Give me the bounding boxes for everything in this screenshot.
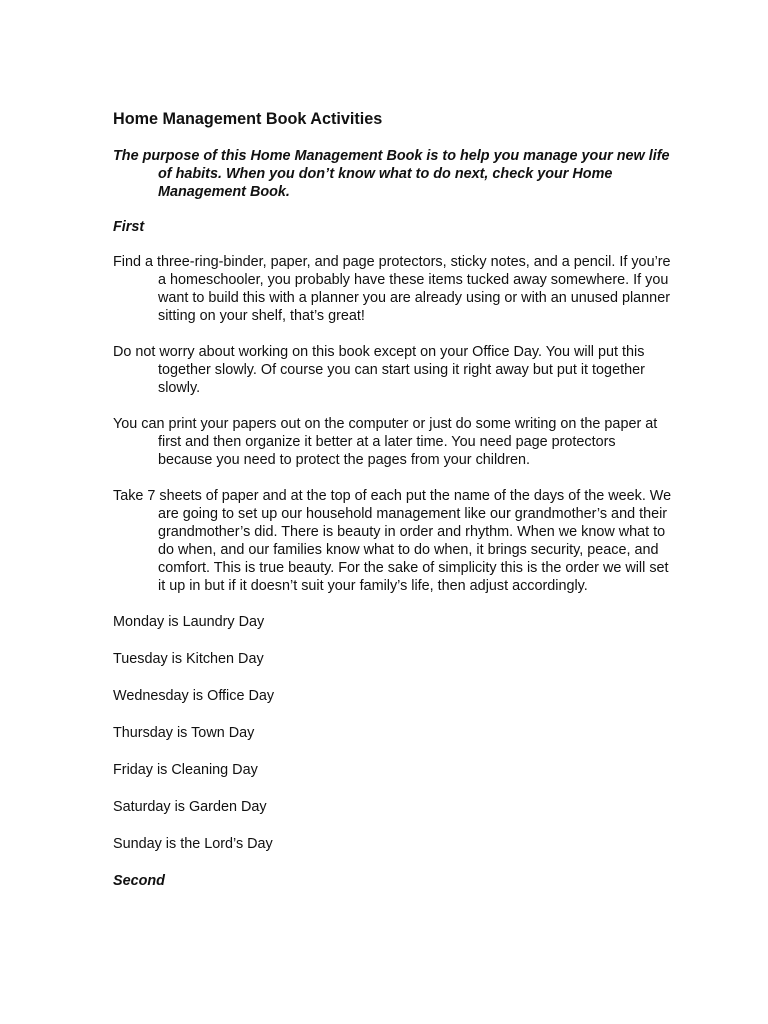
day-item-saturday: Saturday is Garden Day — [113, 799, 267, 815]
day-item-tuesday: Tuesday is Kitchen Day — [113, 651, 264, 667]
document-title: Home Management Book Activities — [113, 110, 383, 128]
paragraph-supplies: Find a three-ring-binder, paper, and page protectors, sticky notes, and a pencil. If you’re a homeschooler, you probably have these items tucked away somewhere. If you want to build this with a planner you are already using or with an unused planner sitting on your shelf, that’s great! — [113, 254, 671, 324]
paragraph-printing: You can print your papers out on the computer or just do some writing on the paper at first and then organize it better at a later time. You need page protectors because you need to protect the pages from your children. — [113, 416, 658, 468]
day-item-thursday: Thursday is Town Day — [113, 725, 255, 741]
document-page — [113, 108, 673, 907]
day-item-sunday: Sunday is the Lord’s Day — [113, 836, 273, 852]
paragraph-seven-sheets: Take 7 sheets of paper and at the top of each put the name of the days of the week. We are going to set up our household management like our grandmother’s and their grandmother’s did. There is beauty in order and rhythm. When we know what to do when, and our families know what to do when, it brings security, peace, and comfort. This is true beauty. For the sake of simplicity this is the order we will set it up in but if it doesn’t suit your family’s life, then adjust accordingly. — [113, 488, 672, 594]
day-item-monday: Monday is Laundry Day — [113, 614, 265, 630]
paragraph-office-day: Do not worry about working on this book except on your Office Day. You will put this together slowly. Of course you can start using it right away but put it together slowly. — [113, 344, 645, 396]
day-item-wednesday: Wednesday is Office Day — [113, 688, 275, 704]
day-item-friday: Friday is Cleaning Day — [113, 762, 258, 778]
section-heading-second: Second — [113, 873, 165, 889]
intro-paragraph: The purpose of this Home Management Book is to help you manage your new life of habits. When you don’t know what to do next, check your Home Management Book. — [113, 148, 670, 200]
section-heading-first: First — [113, 219, 145, 235]
